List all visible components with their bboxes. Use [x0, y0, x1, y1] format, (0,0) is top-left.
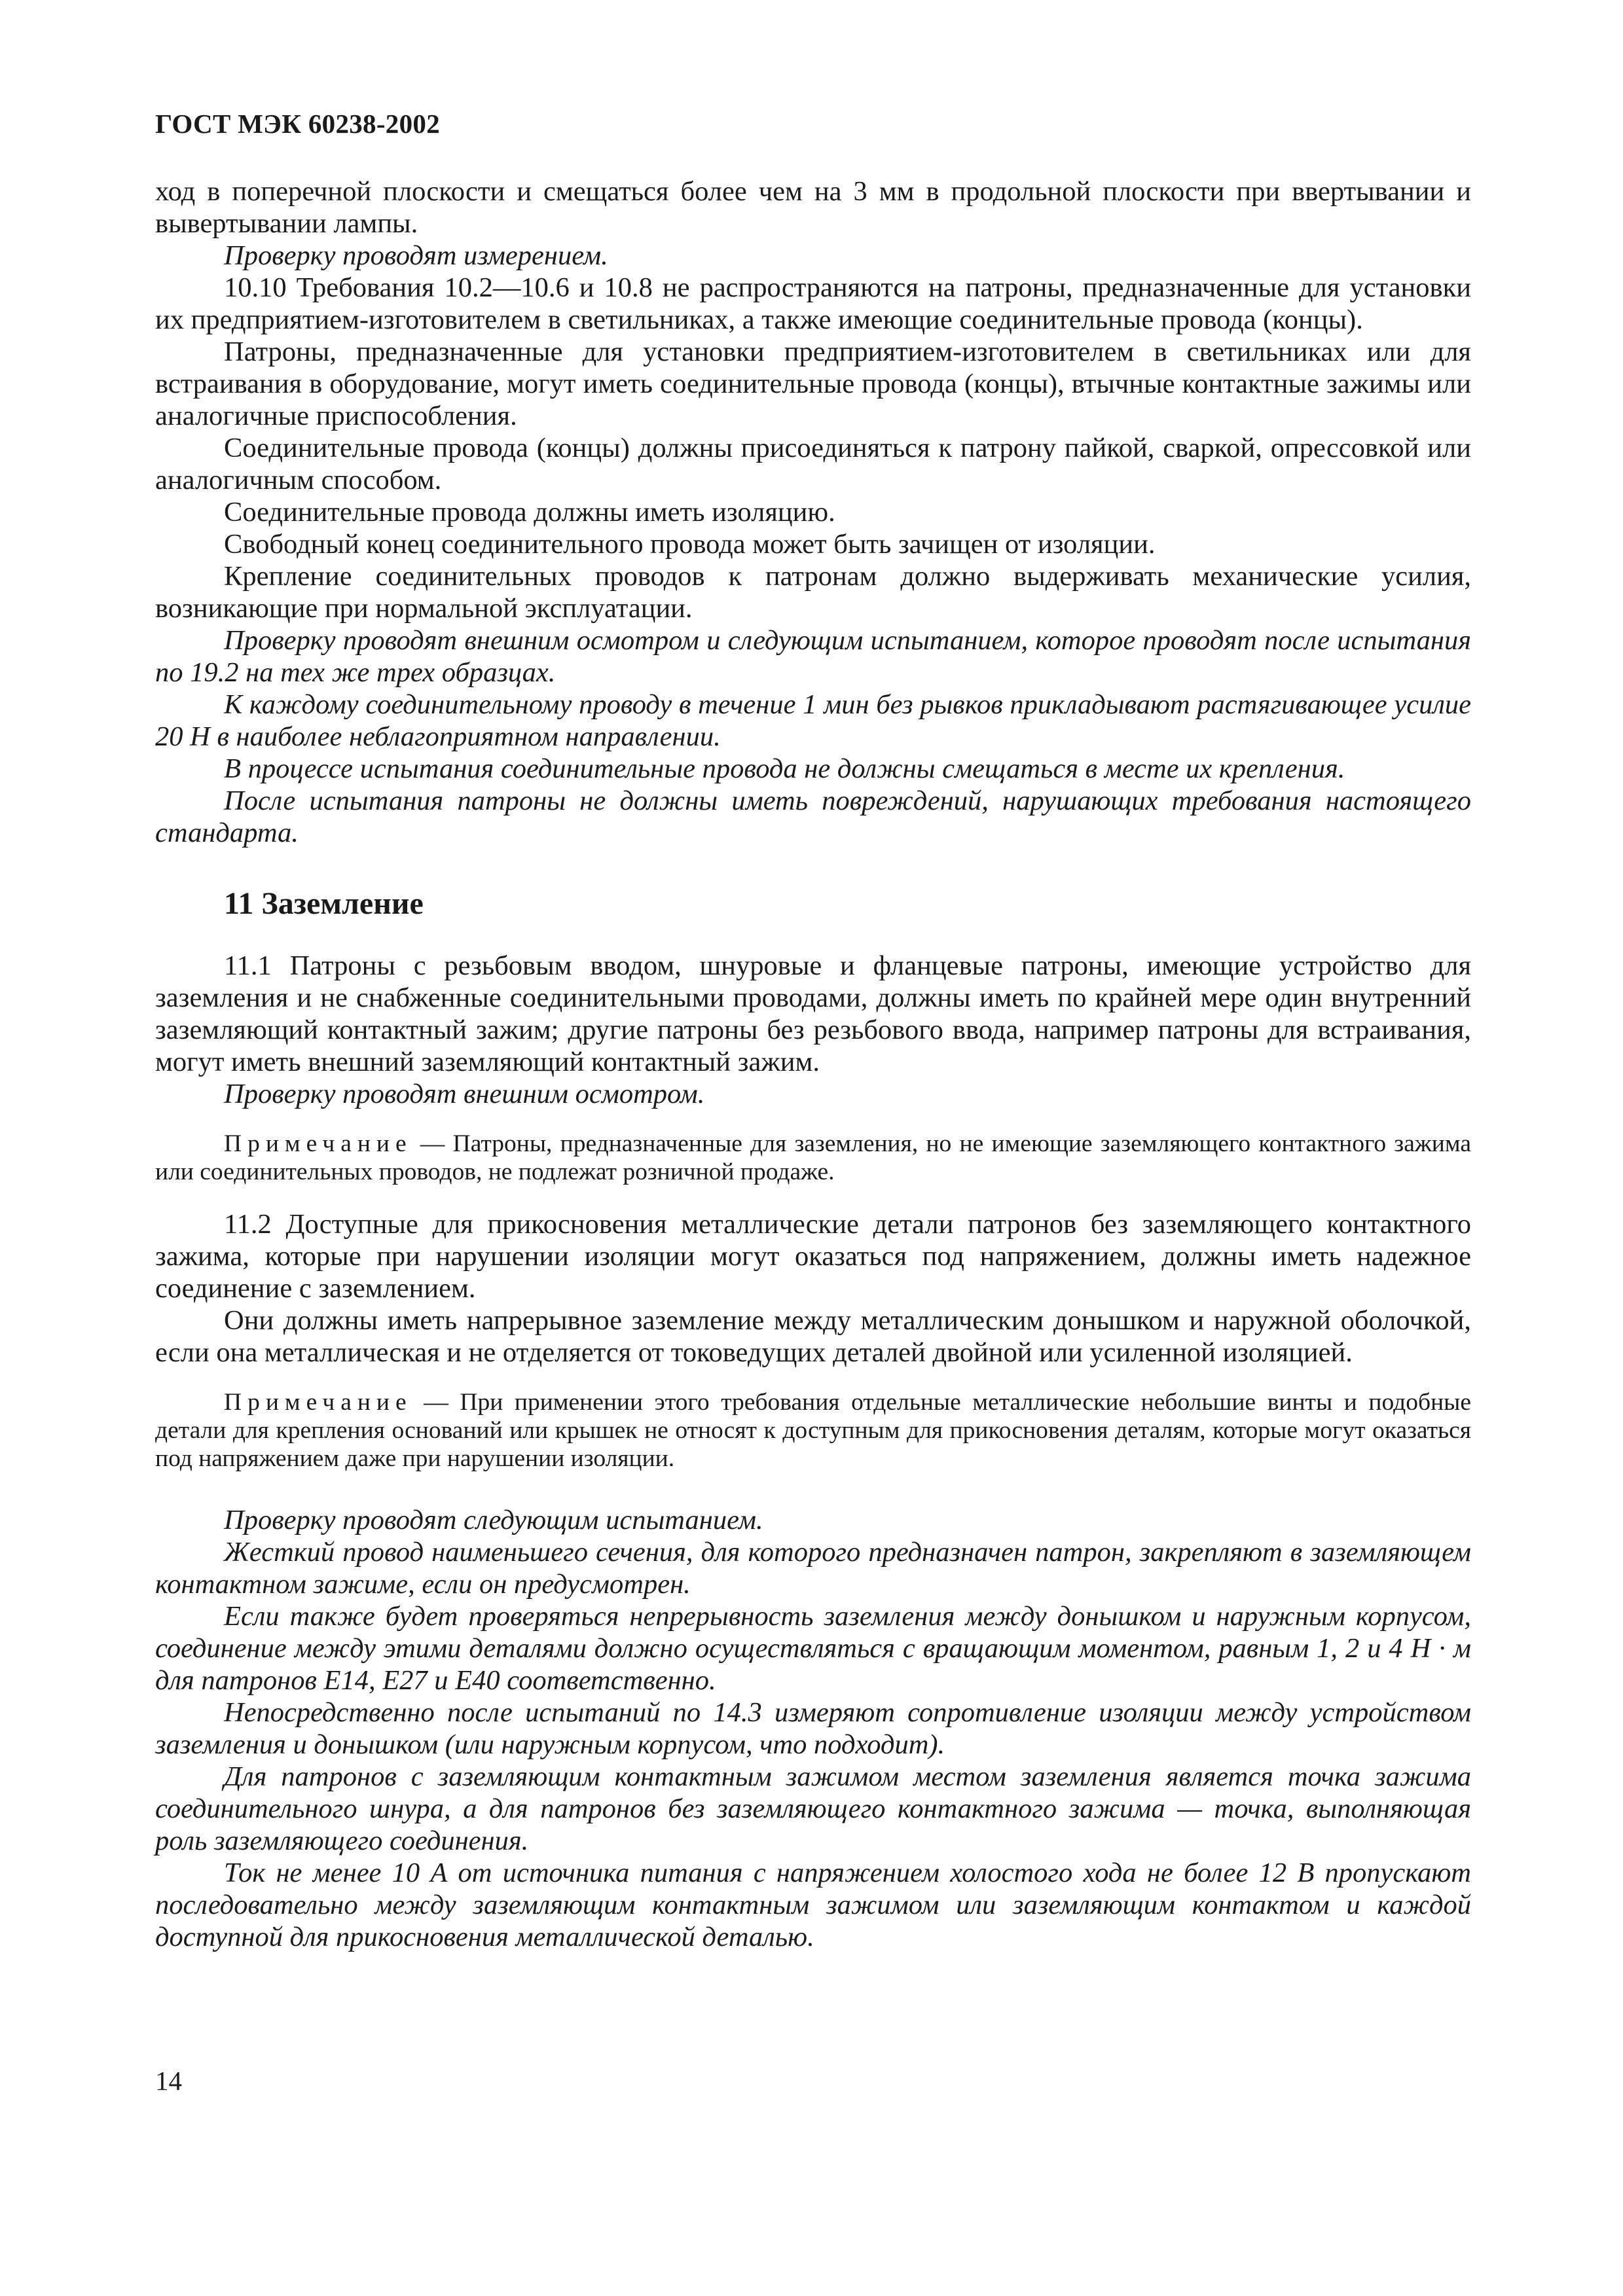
paragraph: Они должны иметь напрерывное заземление между металлическим донышком и наружной оболочкой, если она металлическая и не отделяется от токоведущих деталей двойной или усиленной изоляцией.	[155, 1305, 1471, 1368]
note	[155, 1130, 1471, 1186]
paragraph: 11.1 Патроны с резьбовым вводом, шнуровые и фланцевые патроны, имеющие устройство для заземления и не снабженные соединительными проводами, должны иметь по крайней мере один внутренний заземляющий контактный зажим; другие патроны без резьбового ввода, например патроны для встраивания, могут иметь внешний заземляющий контактный зажим.	[155, 950, 1471, 1077]
paragraph: Крепление соединительных проводов к патронам должно выдерживать механические усилия, возникающие при нормальной эксплуатации.	[155, 561, 1471, 624]
paragraph-italic: Ток не менее 10 А от источника питания с напряжением холостого хода не более 12 В пропускают последовательно между заземляющим контактным зажимом или заземляющим контактом и каждой доступной для прикосновения металлической деталью.	[155, 1857, 1471, 1952]
paragraph-italic: Если также будет проверяться непрерывность заземления между донышком и наружным корпусом, соединение между этими деталями должно осуществляться с вращающим моментом, равным 1, 2 и 4 Н · м для патронов Е14, Е27 и Е40 соответственно.	[155, 1601, 1471, 1696]
paragraph: Патроны, предназначенные для установки предприятием-изготовителем в светильниках или для встраивания в оборудование, могут иметь соединительные провода (концы), втычные контактные зажимы или аналогичные приспособления.	[155, 336, 1471, 431]
paragraph-italic: После испытания патроны не должны иметь повреждений, нарушающих требования настоящего стандарта.	[155, 785, 1471, 848]
note	[155, 1388, 1471, 1473]
paragraph-italic: Для патронов с заземляющим контактным зажимом местом заземления является точка зажима соединительного шнура, а для патронов без заземляющего контактного зажима — точка, выполняющая роль заземляющего соединения.	[155, 1761, 1471, 1856]
paragraph-italic: Жесткий провод наименьшего сечения, для которого предназначен патрон, закрепляют в заземляющем контактном зажиме, если он предусмотрен.	[155, 1537, 1471, 1600]
section-title: 11 Заземление	[224, 886, 424, 921]
paragraph-italic: Непосредственно после испытаний по 14.3 измеряют сопротивление изоляции между устройством заземления и донышком (или наружным корпусом, что подходит).	[155, 1697, 1471, 1760]
paragraph: Соединительные провода (концы) должны присоединяться к патрону пайкой, сваркой, опрессовкой или аналогичным способом.	[155, 433, 1471, 495]
paragraph: 10.10 Требования 10.2—10.6 и 10.8 не распространяются на патроны, предназначенные для установки их предприятием-изготовителем в светильниках, а также имеющие соединительные провода (концы).	[155, 272, 1471, 335]
paragraph-italic: К каждому соединительному проводу в течение 1 мин без рывков прикладывают растягивающее усилие 20 Н в наиболее неблагоприятном направлении.	[155, 689, 1471, 752]
paragraph: Свободный конец соединительного провода может быть зачищен от изоляции.	[224, 529, 1156, 560]
paragraph-italic: В процессе испытания соединительные провода не должны смещаться в месте их крепления.	[224, 753, 1345, 784]
document-header: ГОСТ МЭК 60238-2002	[155, 109, 440, 139]
note-text: — Патроны, предназначенные для заземления, но не имеющие заземляющего контактного зажима или соединительных проводов, не подлежат розничной продаже.	[155, 1130, 1471, 1185]
document-body	[155, 175, 1471, 1953]
paragraph: 11.2 Доступные для прикосновения металлические детали патронов без заземляющего контактного зажима, которые при нарушении изоляции могут оказаться под напряжением, должны иметь надежное соединение с заземлением.	[155, 1209, 1471, 1304]
paragraph: Соединительные провода должны иметь изоляцию.	[224, 497, 835, 528]
note-label: Примечание	[224, 1130, 412, 1157]
paragraph-italic: Проверку проводят внешним осмотром.	[224, 1079, 705, 1109]
paragraph-italic: Проверку проводят следующим испытанием.	[224, 1505, 763, 1535]
page-number: 14	[155, 2066, 182, 2096]
note-text: — При применении этого требования отдельные металлические небольшие винты и подобные детали для крепления оснований или крышек не относят к доступным для прикосновения деталям, которые могут оказаться под напряжением даже при нарушении изоляции.	[155, 1389, 1471, 1472]
paragraph-italic: Проверку проводят измерением.	[224, 240, 608, 271]
note-label: Примечание	[224, 1389, 412, 1416]
paragraph: ход в поперечной плоскости и смещаться более чем на 3 мм в продольной плоскости при ввертывании и вывертывании лампы.	[155, 176, 1471, 239]
paragraph-italic: Проверку проводят внешним осмотром и следующим испытанием, которое проводят после испытания по 19.2 на тех же трех образцах.	[155, 625, 1471, 688]
